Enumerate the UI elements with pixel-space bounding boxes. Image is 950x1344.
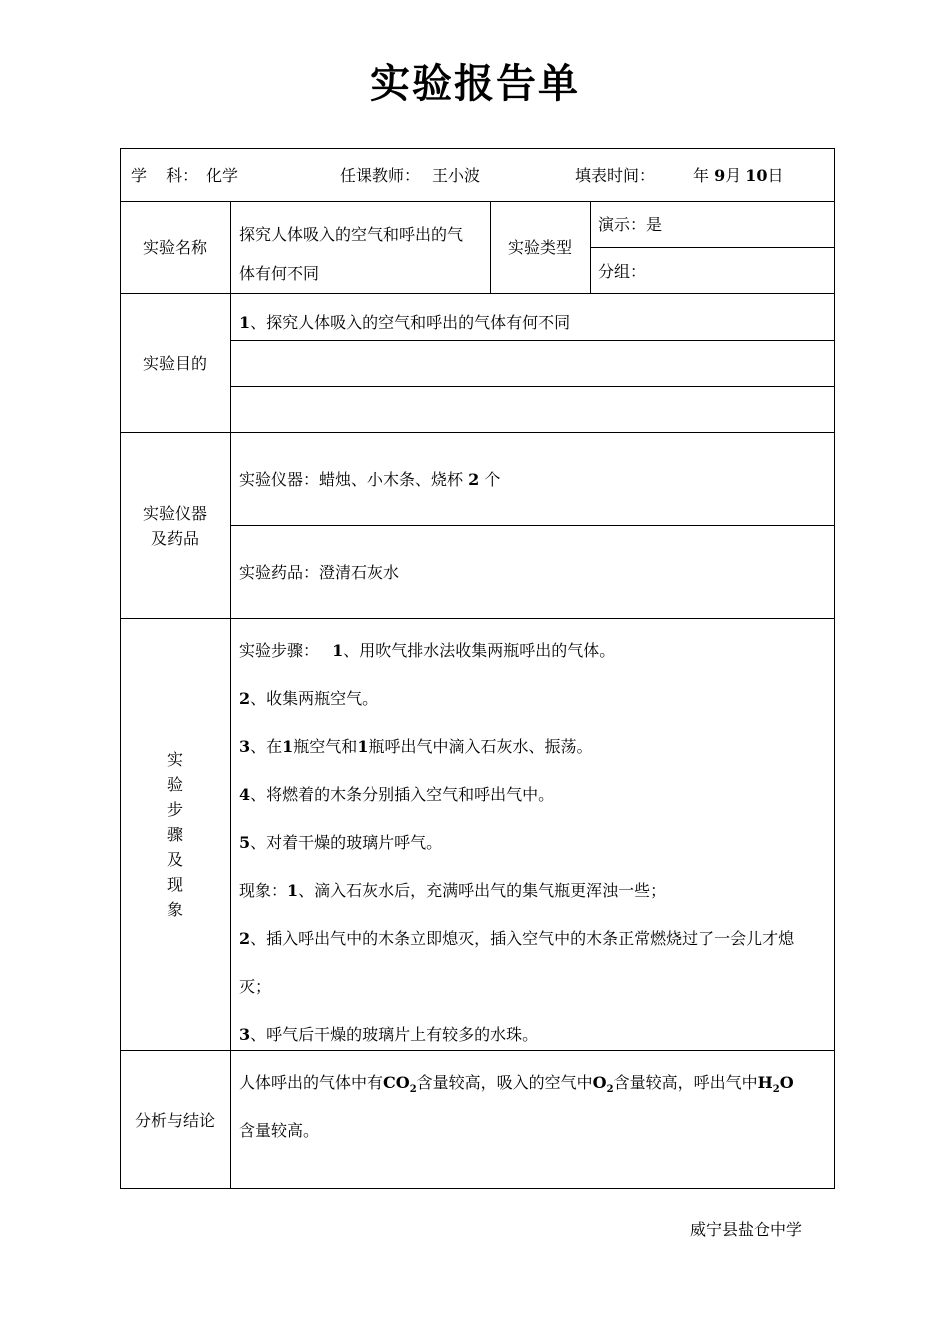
instruments-list: 实验仪器：蜡烛、小木条、烧杯: [239, 470, 464, 489]
observation-2-text: 、插入呼出气中的木条立即熄灭，插入空气中的木条正常燃烧过了一会儿才熄: [250, 929, 795, 948]
cell-divider: [590, 247, 835, 248]
step-3-text-a: 、在: [250, 737, 283, 756]
h2o-h: H: [757, 1073, 773, 1092]
step-5-text: 、对着干燥的玻璃片呼气。: [250, 833, 443, 852]
step-4: [239, 785, 554, 805]
row-divider: [120, 201, 835, 202]
co2-symbol: CO: [383, 1073, 410, 1092]
date-value: [693, 166, 784, 186]
subject-label: 学 科：: [131, 166, 199, 185]
steps-label: [165, 747, 185, 922]
cell-divider: [230, 340, 835, 341]
step-4-text: 、将燃着的木条分别插入空气和呼出气中。: [250, 785, 555, 804]
column-divider: [590, 201, 591, 293]
observation-1-number: 1: [287, 881, 299, 900]
observation-3: [239, 1025, 538, 1045]
steps-label-char: 步: [166, 800, 183, 819]
h2o-formula: [757, 1073, 794, 1095]
o2-formula: [592, 1073, 614, 1095]
conclusion-line1: [239, 1073, 794, 1100]
step-2-number: 2: [239, 689, 251, 708]
row-divider: [120, 618, 835, 619]
experiment-name-line1: 探究人体吸入的空气和呼出的气: [239, 225, 464, 244]
date-month: 9: [714, 166, 726, 185]
observation-2: [239, 929, 794, 949]
step-1-number: 1: [332, 641, 344, 660]
date-year-unit: 年: [693, 166, 710, 185]
demo-value: 演示：是: [598, 215, 663, 234]
cell-divider: [230, 525, 835, 526]
conclusion-label: 分析与结论: [134, 1111, 215, 1130]
observation-1: [239, 881, 666, 901]
purpose-text: 、探究人体吸入的空气和呼出的气体有何不同: [250, 313, 571, 332]
observation-1-text: 、滴入石灰水后，充满呼出气的集气瓶更浑浊一些；: [298, 881, 667, 900]
experiment-name-label: 实验名称: [142, 238, 207, 257]
teacher-label: 任课教师：: [340, 166, 421, 185]
steps-label-char: 骤: [166, 825, 183, 844]
instruments-count: 2: [468, 470, 480, 489]
date-label: 填表时间：: [575, 166, 656, 185]
purpose-label: 实验目的: [142, 354, 207, 373]
h2o-o: O: [779, 1073, 794, 1092]
date-day-unit: 日: [767, 166, 784, 185]
steps-label-char: 实: [166, 750, 183, 769]
observation-3-text: 、呼气后干燥的玻璃片上有较多的水珠。: [250, 1025, 539, 1044]
conclusion-text-2: 含量较高，吸入的空气中: [416, 1073, 593, 1092]
materials-label-line1: 实验仪器: [142, 504, 207, 523]
step-1-prefix: 实验步骤：: [239, 641, 320, 660]
materials-label-line2: 及药品: [150, 529, 199, 548]
experiment-type-label: 实验类型: [507, 238, 572, 257]
o2-subscript: 2: [606, 1084, 614, 1095]
o2-symbol: O: [592, 1073, 607, 1092]
observation-2-number: 2: [239, 929, 251, 948]
purpose-number: 1: [239, 313, 251, 332]
step-2-text: 、收集两瓶空气。: [250, 689, 379, 708]
date-day: 10: [745, 166, 768, 185]
page-title: 实验报告单: [370, 60, 580, 107]
step-3-text-c: 瓶呼出气中滴入石灰水、振荡。: [368, 737, 593, 756]
step-3-count-a: 1: [282, 737, 294, 756]
conclusion-text-1: 人体呼出的气体中有: [239, 1073, 384, 1092]
steps-label-char: 现: [166, 875, 183, 894]
row-divider: [120, 293, 835, 294]
step-1: [239, 641, 615, 661]
group-value: 分组：: [598, 262, 647, 281]
step-5: [239, 833, 442, 853]
column-divider: [230, 201, 231, 1189]
teacher-value: 王小波: [432, 166, 481, 185]
step-3: [239, 737, 592, 757]
experiment-name-line2: 体有何不同: [239, 264, 320, 283]
observation-3-number: 3: [239, 1025, 251, 1044]
observation-2-continued: 灭；: [239, 977, 272, 996]
purpose-item-1: [239, 313, 570, 333]
steps-label-char: 及: [166, 850, 183, 869]
step-3-text-b: 瓶空气和: [293, 737, 358, 756]
step-1-text: 、用吹气排水法收集两瓶呼出的气体。: [343, 641, 616, 660]
date-month-unit: 月: [725, 166, 742, 185]
observation-prefix: 现象：: [239, 881, 288, 900]
step-3-count-b: 1: [357, 737, 369, 756]
step-4-number: 4: [239, 785, 251, 804]
co2-formula: [383, 1073, 417, 1095]
row-divider: [120, 1050, 835, 1051]
cell-divider: [230, 386, 835, 387]
instruments-unit: 个: [484, 470, 501, 489]
conclusion-text-3: 含量较高，呼出气中: [613, 1073, 758, 1092]
materials-label: [120, 501, 230, 551]
h2o-subscript: 2: [772, 1084, 780, 1095]
row-divider: [120, 432, 835, 433]
steps-label-char: 验: [166, 775, 183, 794]
reagents-text: 实验药品：澄清石灰水: [239, 563, 400, 582]
conclusion-line2: 含量较高。: [239, 1121, 320, 1140]
school-name: 威宁县盐仓中学: [690, 1220, 803, 1239]
step-2: [239, 689, 378, 709]
subject-value: 化学: [206, 166, 239, 185]
instruments-text: [239, 470, 500, 490]
co2-subscript: 2: [409, 1084, 417, 1095]
step-5-number: 5: [239, 833, 251, 852]
steps-label-char: 象: [166, 900, 183, 919]
step-3-number: 3: [239, 737, 251, 756]
